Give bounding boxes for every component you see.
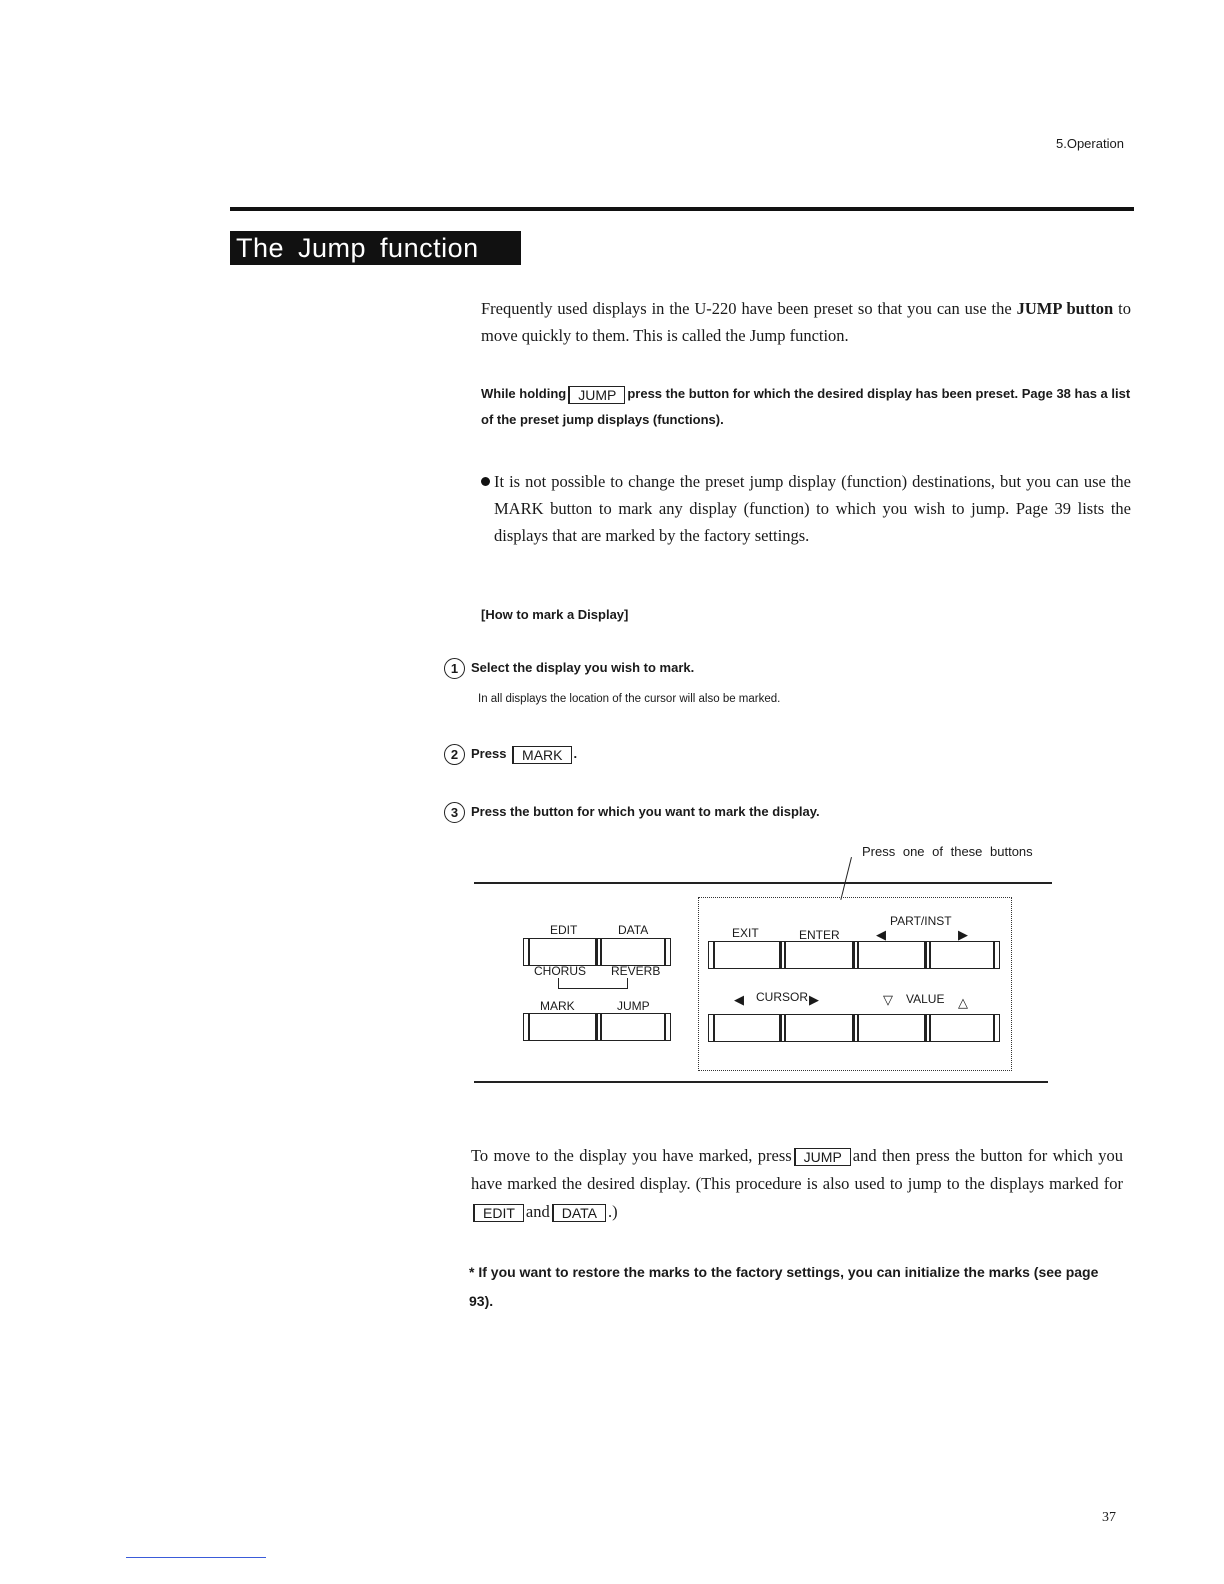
reverb-label: REVERB xyxy=(611,964,661,978)
cursor-value-buttons[interactable] xyxy=(708,1014,1000,1042)
jump-button[interactable] xyxy=(597,1014,671,1040)
target-buttons-panel xyxy=(698,897,1012,1071)
value-label: VALUE xyxy=(906,992,945,1006)
diagram-bottom-rule xyxy=(474,1081,1048,1083)
outro-text-4: .) xyxy=(607,1202,618,1221)
step-1-text: Select the display you wish to mark. xyxy=(471,659,695,675)
exit-label: EXIT xyxy=(732,926,759,940)
footnote: * If you want to restore the marks to the factory settings, you can initialize the marks (see page 93). xyxy=(469,1264,1099,1309)
bullet-text: It is not possible to change the preset jump display (function) destinations, but you can use the MARK button to mark any display (function) to which you wish to jump. Page 39 lists the displays that are marked by the factory settings. xyxy=(494,472,1131,545)
step-2-number: 2 xyxy=(444,744,465,765)
cursor-right-button[interactable] xyxy=(781,1015,854,1041)
jump-key: JUMP xyxy=(568,386,625,404)
diagram-callout: Press one of these buttons xyxy=(862,844,1033,859)
part-left-button[interactable] xyxy=(854,942,927,968)
part-right-icon: ▶ xyxy=(958,928,968,943)
step-3-text: Press the button for which you want to mark the display. xyxy=(471,803,820,819)
section-title: The Jump function xyxy=(230,231,521,265)
cursor-label: CURSOR xyxy=(756,990,809,1004)
exit-enter-part-buttons[interactable] xyxy=(708,941,1000,969)
enter-button[interactable] xyxy=(781,942,854,968)
step-1 xyxy=(444,658,694,679)
footer-rule xyxy=(126,1557,266,1558)
edit-button[interactable] xyxy=(524,939,597,965)
step-1-sub: In all displays the location of the cursor will also be marked. xyxy=(478,693,781,705)
step-2-tail: . xyxy=(573,745,578,761)
value-down-button[interactable] xyxy=(854,1015,927,1041)
callout-leader xyxy=(840,857,852,900)
step-2-text: Press xyxy=(471,745,507,761)
mark-key: MARK xyxy=(512,746,571,764)
outro-data-key: DATA xyxy=(552,1204,606,1222)
value-up-icon: △ xyxy=(958,996,968,1011)
part-inst-label: PART/INST xyxy=(890,914,952,928)
cursor-left-icon: ◀ xyxy=(734,993,744,1008)
mark-jump-buttons[interactable] xyxy=(523,1013,671,1041)
edit-data-buttons[interactable] xyxy=(523,938,671,966)
intro-text-after: to move quickly to them. This is called the Jump function. xyxy=(481,299,1132,345)
jump-label: JUMP xyxy=(617,999,650,1013)
diagram-top-rule xyxy=(474,882,1052,884)
chorus-label: CHORUS xyxy=(534,964,587,978)
how-to-heading: [How to mark a Display] xyxy=(481,607,629,622)
bullet-paragraph xyxy=(481,468,1131,549)
outro-text-3: and xyxy=(525,1202,550,1221)
enter-label: ENTER xyxy=(799,928,840,942)
section-label: 5.Operation xyxy=(1056,136,1124,151)
page-number: 37 xyxy=(1102,1510,1116,1525)
step-1-number: 1 xyxy=(444,658,465,679)
outro-text-2: and then press the button for which you have marked the desired display. (This procedure is also used to jump to the displays marked for xyxy=(471,1146,1123,1193)
step-3 xyxy=(444,802,820,823)
bullet-dot-icon xyxy=(481,477,490,486)
top-rule xyxy=(230,207,1134,211)
outro-paragraph xyxy=(471,1142,1123,1226)
intro-text-before: Frequently used displays in the U-220 have been preset so that you can use the xyxy=(481,299,1017,318)
value-up-button[interactable] xyxy=(926,1015,999,1041)
part-left-icon: ◀ xyxy=(876,928,886,943)
jump-note-before: While holding xyxy=(481,386,567,401)
cursor-left-button[interactable] xyxy=(709,1015,781,1041)
exit-button[interactable] xyxy=(709,942,781,968)
intro-paragraph xyxy=(481,295,1131,349)
value-down-icon: ▽ xyxy=(883,993,893,1008)
data-button[interactable] xyxy=(597,939,671,965)
data-label: DATA xyxy=(618,923,649,937)
mark-label: MARK xyxy=(540,999,575,1013)
outro-text-1: To move to the display you have marked, press xyxy=(471,1146,792,1165)
mark-button[interactable] xyxy=(524,1014,597,1040)
jump-note-after: press the button for which the desired display has been preset. Page 38 has a list of the preset jump displays (functions). xyxy=(481,386,1131,427)
chorus-reverb-bracket xyxy=(558,978,628,989)
cursor-right-icon: ▶ xyxy=(809,993,819,1008)
step-3-number: 3 xyxy=(444,802,465,823)
edit-label: EDIT xyxy=(550,923,578,937)
step-2 xyxy=(444,744,577,765)
intro-bold: JUMP button xyxy=(1016,299,1114,318)
outro-jump-key: JUMP xyxy=(794,1148,851,1166)
outro-edit-key: EDIT xyxy=(473,1204,524,1222)
jump-note xyxy=(481,381,1131,433)
part-right-button[interactable] xyxy=(926,942,999,968)
